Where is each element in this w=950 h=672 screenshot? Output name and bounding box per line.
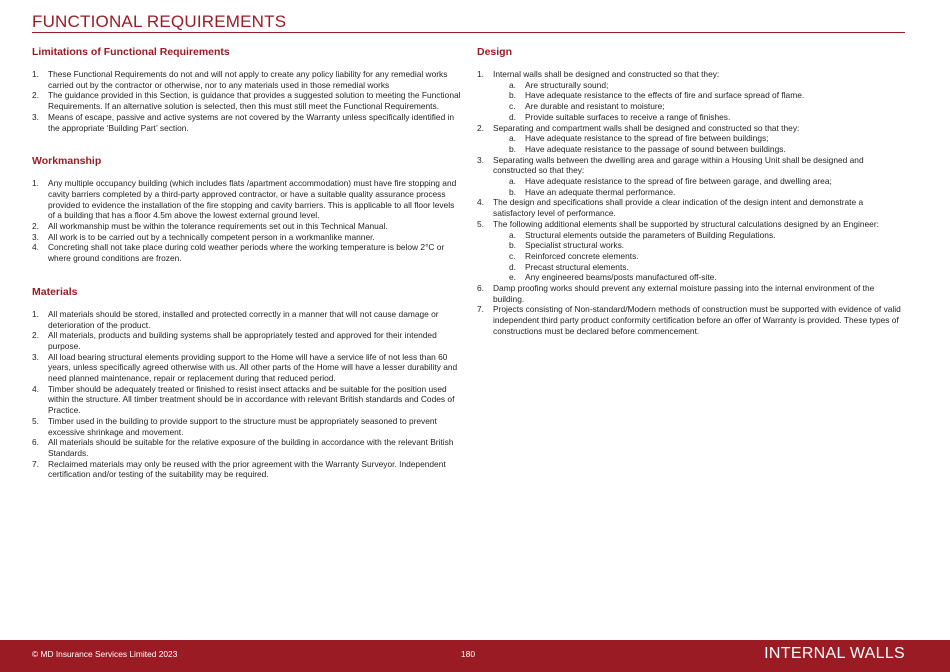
list-item xyxy=(32,242,462,263)
page-footer xyxy=(0,640,950,672)
list-item-text: Any multiple occupancy building (which includes flats /apartment accommodation) must have fire stopping and cavity barriers completed by a third-party approved contractor, or have a suitable quality assurance process provided to evidence the installation of the fire stopping and cavity barriers. This is applicable to all floor levels of a building that has a floor 4.5m above the lowest external ground level. xyxy=(48,178,457,221)
list-item xyxy=(32,309,462,330)
sub-list-item xyxy=(509,230,905,241)
list-item-text: These Functional Requirements do not and will not apply to create any policy liability for any remedial works carried out by the contractor or otherwise, nor to any materials used in those remedial works xyxy=(48,69,448,90)
list-item-text: Internal walls shall be designed and constructed so that they: xyxy=(493,69,720,79)
sub-list-item-letter: b. xyxy=(509,143,516,154)
list-item-text: All load bearing structural elements providing support to the Home will have a service life of not less than 60 years, unless specifically agreed otherwise with us. All other parts of the Home will have a lesser durability and need planned maintenance, repair or replacement during that reduced period. xyxy=(48,351,458,384)
list-item-text: All materials, products and building systems shall be appropriately tested and approved for their intended purpose. xyxy=(48,330,437,351)
list-item-text: The following additional elements shall be supported by structural calculations designed by an Engineer: xyxy=(493,218,879,229)
list-item-number: 2. xyxy=(32,221,39,232)
list-item-number: 4. xyxy=(477,197,484,208)
right-column xyxy=(477,46,905,351)
sub-list-item-letter: d. xyxy=(509,111,516,122)
list-item-number: 7. xyxy=(477,304,484,315)
sub-list-item-text: Specialist structural works. xyxy=(525,240,625,251)
sub-list-item xyxy=(509,187,905,198)
sub-list xyxy=(493,176,905,197)
sub-list-item-text: Are durable and resistant to moisture; xyxy=(525,101,665,112)
list-item-number: 3. xyxy=(32,351,39,362)
copyright-notice: © MD Insurance Services Limited 2023 xyxy=(32,649,178,659)
list-item-number: 1. xyxy=(32,178,39,189)
sub-list-item xyxy=(509,101,905,112)
list-item-number: 3. xyxy=(32,231,39,242)
list-item-number: 5. xyxy=(477,218,484,229)
sub-list-item-letter: a. xyxy=(509,229,516,240)
workmanship-list xyxy=(32,178,462,264)
sub-list-item xyxy=(509,272,905,283)
list-item xyxy=(32,69,462,90)
list-item-text: Timber used in the building to provide support to the structure must be appropriately seasoned to prevent excessive shrinkage and movement. xyxy=(48,415,437,437)
page-number: 180 xyxy=(461,649,475,659)
sub-list-item-text: Are structurally sound; xyxy=(525,79,609,90)
list-item-number: 3. xyxy=(477,154,484,165)
sub-list-item xyxy=(509,262,905,273)
list-item-number: 6. xyxy=(32,437,39,448)
list-item-number: 1. xyxy=(32,308,39,319)
sub-list-item-letter: c. xyxy=(509,101,516,112)
list-item-text: The design and specifications shall provide a clear indication of the design intent and demonstrate a satisfactory level of performance. xyxy=(493,197,864,219)
sub-list-item-text: Have adequate resistance to the spread of fire between garage, and dwelling area; xyxy=(525,176,832,187)
list-item-number: 1. xyxy=(32,69,39,79)
sub-list-item xyxy=(509,176,905,187)
sub-list-item-text: Reinforced concrete elements. xyxy=(525,250,639,261)
section-heading-materials: Materials xyxy=(32,285,78,298)
sub-list-item xyxy=(509,144,905,155)
list-item-text: Concreting shall not take place during cold weather periods where the working temperature is below 2°C or where ground conditions are frozen. xyxy=(48,242,445,264)
list-item-number: 2. xyxy=(32,90,39,101)
list-item-text: All work is to be carried out by a technically competent person in a workmanlike manner. xyxy=(48,231,375,242)
sub-list-item-letter: a. xyxy=(509,79,516,90)
list-item xyxy=(477,69,905,123)
left-column xyxy=(32,46,462,494)
sub-list-item-text: Provide suitable surfaces to receive a range of finishes. xyxy=(525,111,731,122)
list-item xyxy=(477,219,905,283)
list-item xyxy=(477,155,905,198)
sub-list-item-letter: a. xyxy=(509,133,516,144)
list-item-number: 3. xyxy=(32,111,39,122)
sub-list-item-letter: b. xyxy=(509,186,516,197)
list-item xyxy=(32,437,462,458)
section-heading-design: Design xyxy=(477,46,513,58)
list-item-number: 2. xyxy=(32,330,39,341)
materials-list xyxy=(32,309,462,480)
section-heading-workmanship: Workmanship xyxy=(32,155,102,168)
list-item xyxy=(477,197,905,218)
sub-list-item-letter: b. xyxy=(509,90,516,101)
list-item xyxy=(32,221,462,232)
list-item xyxy=(477,123,905,155)
list-item-number: 4. xyxy=(32,242,39,253)
sub-list-item xyxy=(509,251,905,262)
sub-list-item xyxy=(509,112,905,123)
sub-list-item-text: Structural elements outside the parameters of Building Regulations. xyxy=(525,229,776,240)
sub-list-item-letter: d. xyxy=(509,261,516,272)
list-item xyxy=(32,459,462,480)
sub-list-item-letter: b. xyxy=(509,240,516,251)
sub-list-item-text: Have adequate resistance to the passage of sound between buildings. xyxy=(525,143,786,154)
list-item-text: The guidance provided in this Section, is guidance that provides a suggested solution to meeting the Functional Requirements. If an alternative solution is selected, then this must still meet the Functional Requirements. xyxy=(48,90,461,112)
list-item xyxy=(32,330,462,351)
design-list xyxy=(477,69,905,337)
list-item-text: All materials should be suitable for the relative exposure of the building in accordance with the relevant British Standards. xyxy=(48,437,454,458)
list-item xyxy=(32,232,462,243)
sub-list-item xyxy=(509,133,905,144)
list-item-text: Reclaimed materials may only be reused with the prior agreement with the Warranty Surveyor. Independent certification and/or testing of the suitability may be required. xyxy=(48,458,446,480)
sub-list-item-letter: e. xyxy=(509,272,516,283)
list-item-text: Timber should be adequately treated or finished to resist insect attacks and be suitable for the position used within the structure. All timber treatment should be in accordance with relevant British standards and Codes of Practice. xyxy=(48,383,455,416)
list-item-number: 6. xyxy=(477,283,484,294)
list-item xyxy=(32,112,462,133)
sub-list-item-text: Precast structural elements. xyxy=(525,261,629,272)
list-item-text: All materials should be stored, installed and protected correctly in a manner that will not cause damage or deterioration of the product. xyxy=(48,308,439,330)
list-item-number: 1. xyxy=(477,69,484,79)
sub-list-item-letter: a. xyxy=(509,176,516,187)
list-item-text: Projects consisting of Non-standard/Modern methods of construction must be supported with evidence of valid independent third party product conformity certification before an offer of Warranty is provided. These types of constructions must be declared before commencement. xyxy=(493,304,901,336)
sub-list-item xyxy=(509,80,905,91)
list-item xyxy=(32,416,462,437)
list-item-text: Separating and compartment walls shall be designed and constructed so that they: xyxy=(493,122,800,133)
section-heading-limitations: Limitations of Functional Requirements xyxy=(32,46,230,58)
sub-list xyxy=(493,230,905,284)
list-item-text: Means of escape, passive and active systems are not covered by the Warranty unless specifically identified in the appropriate ‘Building Part’ section. xyxy=(48,111,455,133)
list-item xyxy=(32,90,462,111)
list-item xyxy=(32,352,462,384)
sub-list xyxy=(493,80,905,123)
list-item-text: Separating walls between the dwelling area and garage within a Housing Unit shall be designed and constructed so that they: xyxy=(493,154,864,176)
sub-list-item xyxy=(509,240,905,251)
sub-list-item-text: Have adequate resistance to the effects of fire and surface spread of flame. xyxy=(525,90,805,101)
sub-list-item-text: Have an adequate thermal performance. xyxy=(525,186,676,197)
list-item-text: All workmanship must be within the tolerance requirements set out in this Technical Manual. xyxy=(48,221,388,232)
sub-list-item-text: Any engineered beams/posts manufactured off-site. xyxy=(525,272,717,283)
chapter-title: INTERNAL WALLS xyxy=(764,645,905,662)
limitations-list xyxy=(32,69,462,133)
list-item-number: 2. xyxy=(477,122,484,133)
list-item-text: Damp proofing works should prevent any external moisture passing into the internal environment of the building. xyxy=(493,283,875,304)
sub-list xyxy=(493,133,905,154)
list-item xyxy=(32,384,462,416)
list-item xyxy=(32,178,462,221)
sub-list-item-text: Have adequate resistance to the spread of fire between buildings; xyxy=(525,133,769,144)
title-divider xyxy=(32,32,905,33)
list-item-number: 7. xyxy=(32,458,39,469)
sub-list-item xyxy=(509,90,905,101)
sub-list-item-letter: c. xyxy=(509,250,516,261)
list-item-number: 4. xyxy=(32,383,39,394)
list-item xyxy=(477,304,905,336)
page-title: FUNCTIONAL REQUIREMENTS xyxy=(32,12,287,31)
list-item-number: 5. xyxy=(32,415,39,426)
list-item xyxy=(477,283,905,304)
